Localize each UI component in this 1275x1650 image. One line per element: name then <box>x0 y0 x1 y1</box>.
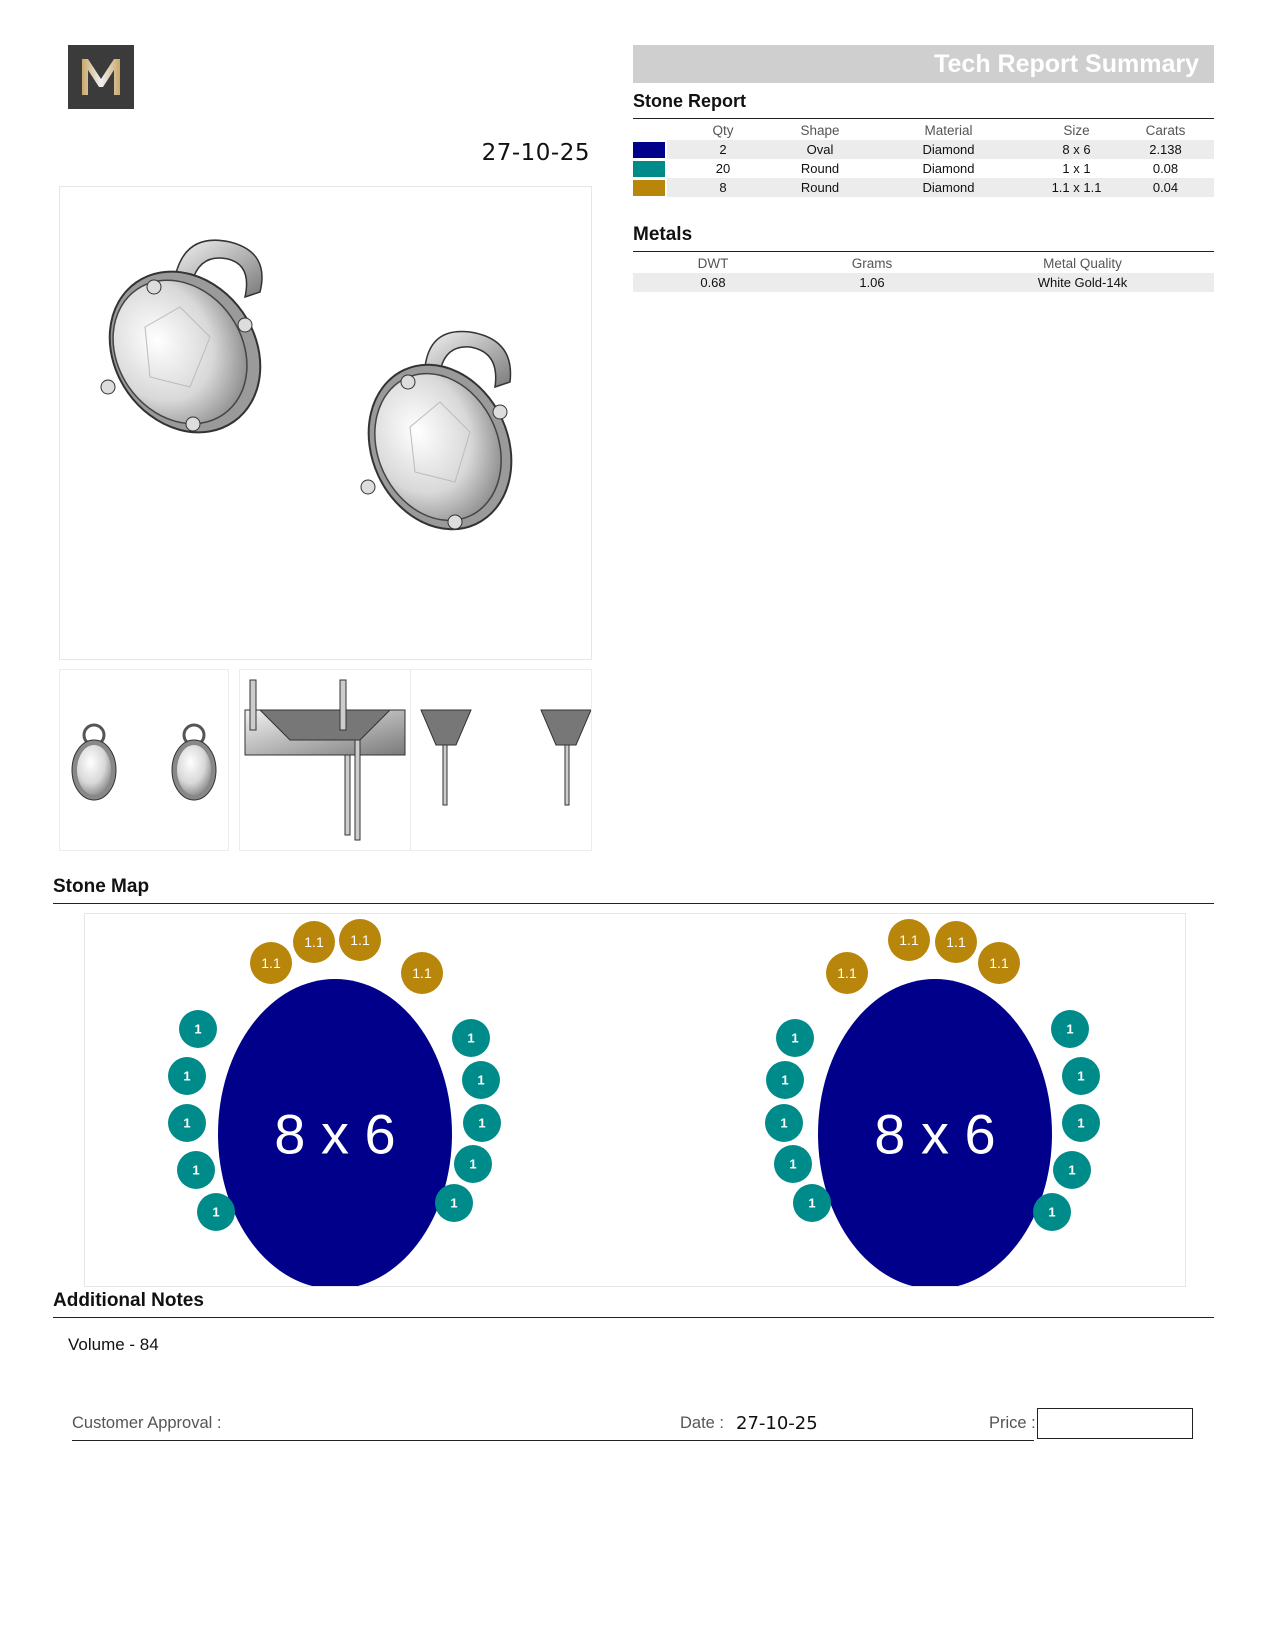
metal-quality-cell: White Gold-14k <box>951 273 1214 292</box>
small-stone <box>463 1104 501 1142</box>
size-cell: 1 x 1 <box>1062 161 1091 176</box>
small-stone <box>1051 1010 1089 1048</box>
qty-cell: 20 <box>715 161 731 176</box>
svg-text:1: 1 <box>467 1030 475 1046</box>
stone-map-title: Stone Map <box>53 876 150 897</box>
earring-pair-render <box>60 187 591 659</box>
svg-text:1: 1 <box>450 1195 458 1211</box>
svg-text:1: 1 <box>478 1115 486 1131</box>
price-input-box[interactable] <box>1037 1408 1193 1439</box>
carats-cell: 2.138 <box>1117 140 1214 159</box>
thumbnail-side-view[interactable] <box>239 669 411 851</box>
thumb-profile-left <box>421 710 471 805</box>
small-stone <box>177 1151 215 1189</box>
svg-text:1: 1 <box>183 1068 191 1084</box>
company-logo <box>68 45 134 109</box>
color-swatch <box>633 142 665 158</box>
col-size: Size <box>1063 123 1090 138</box>
dwt-cell: 0.68 <box>633 273 793 292</box>
small-stone <box>774 1145 812 1183</box>
svg-text:1: 1 <box>789 1156 797 1172</box>
small-stone <box>462 1061 500 1099</box>
stone-report-rule <box>633 118 1214 119</box>
thumb-earring-left <box>72 725 116 800</box>
report-date: 27-10-25 <box>481 140 590 166</box>
approval-date-value: 27-10-25 <box>736 1413 818 1434</box>
approval-signature-line <box>72 1440 1034 1441</box>
svg-text:1: 1 <box>791 1030 799 1046</box>
price-label: Price : <box>989 1414 1036 1432</box>
color-swatch <box>633 180 665 196</box>
report-title-bar <box>633 45 1214 83</box>
center-stone-label: 8 x 6 <box>274 1102 396 1166</box>
svg-text:1.1: 1.1 <box>412 965 432 981</box>
center-stone-label: 8 x 6 <box>874 1102 996 1166</box>
svg-text:1.1: 1.1 <box>304 934 324 950</box>
svg-text:1: 1 <box>477 1072 485 1088</box>
main-render-view <box>59 186 592 660</box>
col-shape: Shape <box>800 123 840 138</box>
table-row <box>633 273 1214 292</box>
svg-text:1: 1 <box>1048 1204 1056 1220</box>
col-metal-quality: Metal Quality <box>1043 256 1122 271</box>
svg-text:1.1: 1.1 <box>261 955 281 971</box>
table-row <box>633 178 1214 197</box>
carats-cell: 0.08 <box>1152 161 1179 176</box>
col-carats: Carats <box>1145 123 1186 138</box>
medium-stone <box>293 921 335 963</box>
small-stone <box>197 1193 235 1231</box>
stone-map-rule <box>53 903 1214 904</box>
small-stone <box>793 1184 831 1222</box>
stone-map-right <box>765 919 1100 1286</box>
svg-text:1: 1 <box>1077 1115 1085 1131</box>
svg-text:1: 1 <box>808 1195 816 1211</box>
metals-table <box>633 254 1214 292</box>
small-stone <box>1053 1151 1091 1189</box>
medium-stone <box>250 942 292 984</box>
svg-text:1: 1 <box>1068 1162 1076 1178</box>
small-stone <box>454 1145 492 1183</box>
svg-text:1.1: 1.1 <box>989 955 1009 971</box>
medium-stone <box>826 952 868 994</box>
stone-report-header-row <box>633 121 1214 140</box>
stone-report-title: Stone Report <box>633 91 747 111</box>
earring-left-render <box>79 240 291 462</box>
metals-rule <box>633 251 1214 252</box>
small-stone <box>452 1019 490 1057</box>
medium-stone <box>935 921 977 963</box>
small-stone <box>1062 1057 1100 1095</box>
svg-text:1: 1 <box>183 1115 191 1131</box>
earring-right-render <box>342 331 537 552</box>
m-logo-icon <box>68 45 134 109</box>
svg-text:1: 1 <box>781 1072 789 1088</box>
thumbnail-profile-view[interactable] <box>410 669 592 851</box>
svg-text:1: 1 <box>1066 1021 1074 1037</box>
size-cell: 1.1 x 1.1 <box>1036 178 1117 197</box>
approval-date-label: Date : <box>680 1414 725 1432</box>
thumbnail-front-view[interactable] <box>59 669 229 851</box>
medium-stone <box>888 919 930 961</box>
svg-text:1: 1 <box>192 1162 200 1178</box>
customer-approval-label: Customer Approval : <box>72 1414 222 1432</box>
svg-text:1: 1 <box>1077 1068 1085 1084</box>
small-stone <box>766 1061 804 1099</box>
small-stone <box>1033 1193 1071 1231</box>
color-swatch <box>633 161 665 177</box>
metals-title: Metals <box>633 224 693 245</box>
stone-map-frame <box>84 913 1186 1287</box>
small-stone <box>168 1104 206 1142</box>
svg-text:1.1: 1.1 <box>837 965 857 981</box>
small-stone <box>776 1019 814 1057</box>
table-row <box>633 159 1214 178</box>
additional-notes-title: Additional Notes <box>53 1290 204 1311</box>
col-dwt: DWT <box>697 256 729 271</box>
medium-stone <box>339 919 381 961</box>
svg-text:1: 1 <box>212 1204 220 1220</box>
shape-cell: Round <box>800 161 840 176</box>
small-stone <box>435 1184 473 1222</box>
additional-notes-rule <box>53 1317 1214 1318</box>
small-stone <box>765 1104 803 1142</box>
report-title: Tech Report Summary <box>934 50 1199 78</box>
qty-cell: 8 <box>667 178 779 197</box>
material-cell: Diamond <box>922 161 975 176</box>
swatch-header <box>633 121 667 140</box>
carats-cell: 0.04 <box>1117 178 1214 197</box>
small-stone <box>168 1057 206 1095</box>
material-cell: Diamond <box>861 178 1036 197</box>
thumb-profile-right <box>541 710 591 805</box>
small-stone <box>1062 1104 1100 1142</box>
svg-text:1.1: 1.1 <box>350 932 370 948</box>
shape-cell: Round <box>779 178 861 197</box>
small-stone <box>179 1010 217 1048</box>
svg-text:1: 1 <box>469 1156 477 1172</box>
svg-text:1: 1 <box>194 1021 202 1037</box>
col-material: Material <box>924 123 973 138</box>
stone-map-diagram <box>85 914 1185 1286</box>
stone-map-left <box>168 919 501 1286</box>
table-row <box>633 140 1214 159</box>
thumb-earring-right <box>172 725 216 800</box>
additional-notes-text: Volume - 84 <box>68 1335 159 1354</box>
material-cell: Diamond <box>861 140 1036 159</box>
metals-header-row <box>633 254 1214 273</box>
col-qty: Qty <box>712 123 734 138</box>
svg-text:1.1: 1.1 <box>899 932 919 948</box>
size-cell: 8 x 6 <box>1036 140 1117 159</box>
qty-cell: 2 <box>667 140 779 159</box>
medium-stone <box>401 952 443 994</box>
grams-cell: 1.06 <box>793 273 951 292</box>
medium-stone <box>978 942 1020 984</box>
col-grams: Grams <box>851 256 893 271</box>
shape-cell: Oval <box>779 140 861 159</box>
svg-text:1: 1 <box>780 1115 788 1131</box>
svg-text:1.1: 1.1 <box>946 934 966 950</box>
stone-report-table <box>633 121 1214 197</box>
